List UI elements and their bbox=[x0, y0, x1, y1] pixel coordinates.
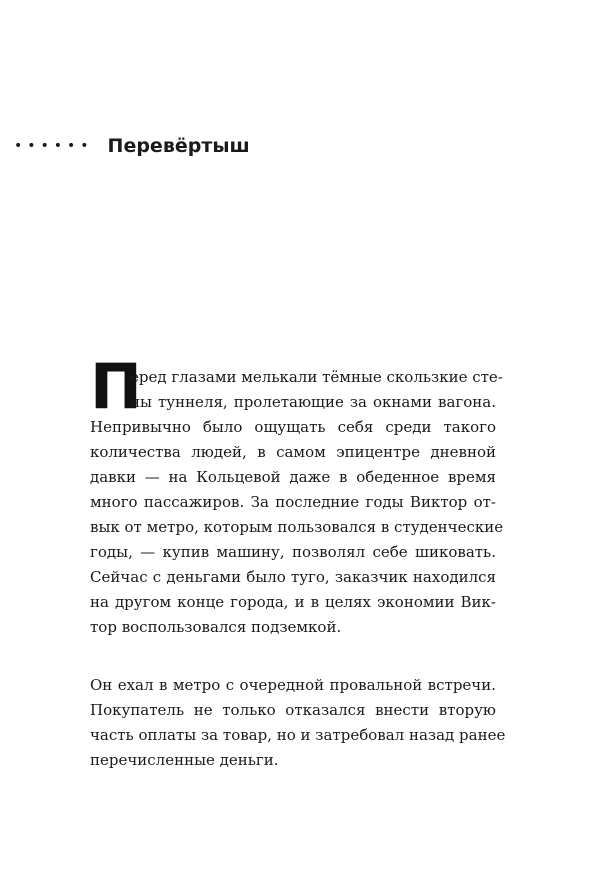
text-line: часть оплаты за товар, но и затребовал назад ранее bbox=[90, 726, 506, 744]
text-line: Покупатель не только отказался внести вторую bbox=[90, 701, 496, 719]
text-line: количества людей, в самом эпицентре дневной bbox=[90, 443, 496, 461]
text-line: перечисленные деньги. bbox=[90, 751, 279, 769]
drop-cap-letter: П bbox=[90, 350, 142, 423]
chapter-title: Перевёртыш bbox=[107, 135, 250, 157]
chapter-heading bbox=[14, 131, 250, 161]
chapter-ornament-dots: •••••• bbox=[14, 138, 94, 154]
text-line: ны туннеля, пролетающие за окнами вагона. bbox=[130, 393, 496, 411]
text-line: тор воспользовался подземкой. bbox=[90, 618, 342, 636]
text-line: вык от метро, которым пользовался в студенческие bbox=[90, 518, 504, 536]
text-line: годы, — купив машину, позволял себе шиковать. bbox=[90, 543, 496, 561]
paragraph-2 bbox=[90, 673, 506, 773]
text-line: давки — на Кольцевой даже в обеденное время bbox=[90, 468, 496, 486]
text-line: Непривычно было ощущать себя среди такого bbox=[90, 418, 496, 436]
text-line: много пассажиров. За последние годы Виктор от- bbox=[90, 493, 496, 511]
text-line: Сейчас с деньгами было туго, заказчик находился bbox=[90, 568, 496, 586]
text-line: на другом конце города, и в целях экономии Вик- bbox=[90, 593, 496, 611]
paragraph-1 bbox=[90, 365, 504, 640]
text-line: Он ехал в метро с очередной провальной встречи. bbox=[90, 676, 496, 694]
text-line: еред глазами мелькали тёмные скользкие сте- bbox=[130, 368, 503, 386]
